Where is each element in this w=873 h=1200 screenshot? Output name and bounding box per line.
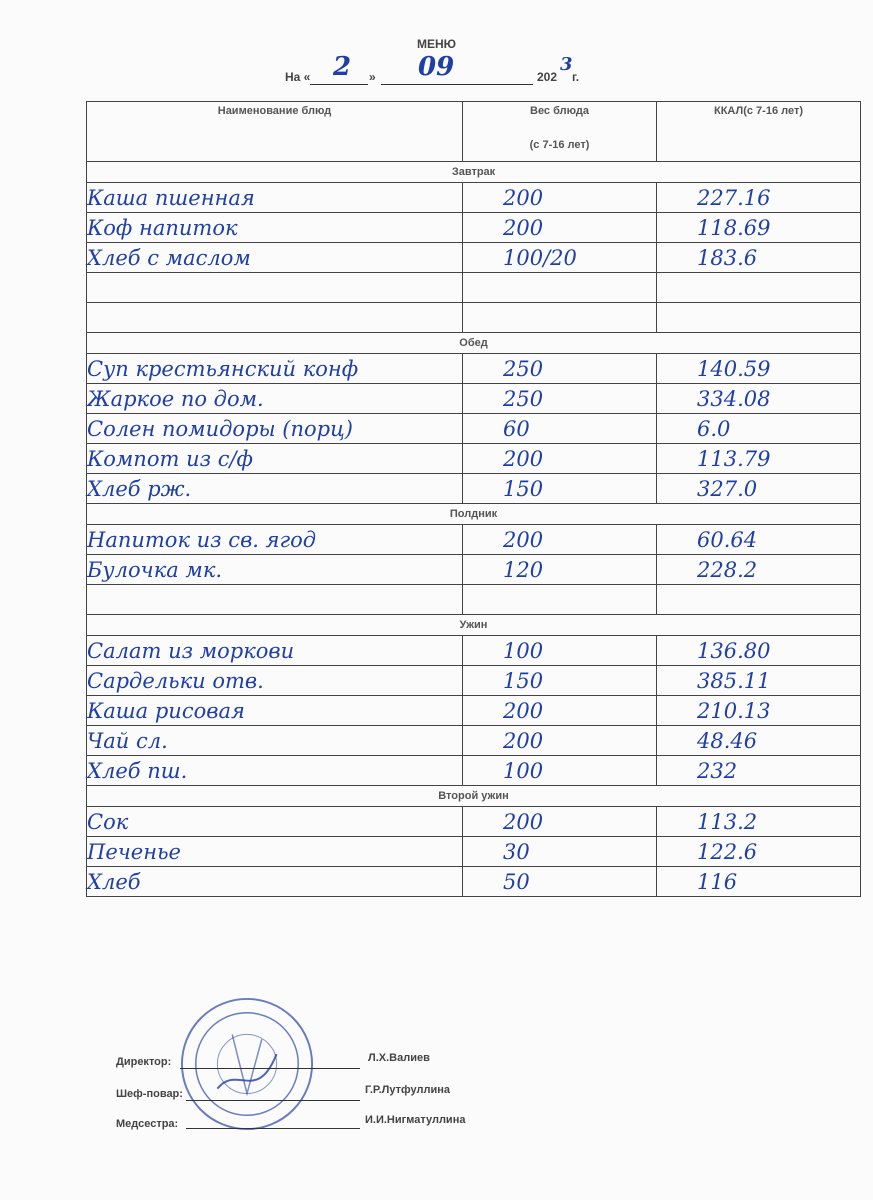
weight-cell: 150	[463, 474, 657, 504]
table-row	[87, 525, 861, 555]
dish-name-cell: Салат из моркови	[87, 636, 463, 666]
dish-name-cell: Хлеб с маслом	[87, 243, 463, 273]
weight-cell	[463, 585, 657, 615]
menu-table	[86, 101, 861, 897]
kcal-cell: 232	[657, 756, 861, 786]
director-signature-line	[180, 1068, 360, 1069]
kcal-cell: 334.08	[657, 384, 861, 414]
dish-name-cell: Жаркое по дом.	[87, 384, 463, 414]
weight-cell: 200	[463, 726, 657, 756]
date-month: 09	[418, 52, 455, 82]
dish-name-cell: Хлеб рж.	[87, 474, 463, 504]
table-row	[87, 666, 861, 696]
table-row	[87, 183, 861, 213]
director-name: Л.Х.Валиев	[368, 1052, 430, 1064]
weight-cell: 250	[463, 354, 657, 384]
weight-cell: 250	[463, 384, 657, 414]
weight-cell	[463, 273, 657, 303]
table-row	[87, 444, 861, 474]
kcal-cell: 113.2	[657, 807, 861, 837]
menu-body	[87, 162, 861, 897]
dish-name-cell: Сок	[87, 807, 463, 837]
dish-name-cell: Печенье	[87, 837, 463, 867]
kcal-cell: 60.64	[657, 525, 861, 555]
dish-name-cell: Суп крестьянский конф	[87, 354, 463, 384]
table-row	[87, 243, 861, 273]
table-row	[87, 837, 861, 867]
table-row	[87, 636, 861, 666]
kcal-cell: 183.6	[657, 243, 861, 273]
dish-name-cell	[87, 303, 463, 333]
kcal-cell: 6.0	[657, 414, 861, 444]
dish-name-cell: Хлеб пш.	[87, 756, 463, 786]
table-row	[87, 696, 861, 726]
table-row	[87, 726, 861, 756]
weight-cell: 150	[463, 666, 657, 696]
dish-name-cell: Коф напиток	[87, 213, 463, 243]
weight-cell: 60	[463, 414, 657, 444]
table-row	[87, 213, 861, 243]
table-row	[87, 867, 861, 897]
weight-cell: 200	[463, 183, 657, 213]
kcal-cell: 140.59	[657, 354, 861, 384]
table-row	[87, 474, 861, 504]
dish-name-cell: Солен помидоры (порц)	[87, 414, 463, 444]
dish-name-cell: Каша рисовая	[87, 696, 463, 726]
table-row	[87, 756, 861, 786]
chef-signature-line	[186, 1100, 360, 1101]
kcal-cell: 118.69	[657, 213, 861, 243]
kcal-cell: 48.46	[657, 726, 861, 756]
date-year-suffix: г.	[572, 70, 580, 84]
kcal-cell: 116	[657, 867, 861, 897]
table-row	[87, 555, 861, 585]
director-label: Директор:	[116, 1056, 172, 1068]
dish-name-cell: Каша пшенная	[87, 183, 463, 213]
weight-cell: 200	[463, 525, 657, 555]
dish-name-cell: Чай сл.	[87, 726, 463, 756]
weight-cell: 30	[463, 837, 657, 867]
date-day: 2	[333, 52, 352, 82]
section-row	[87, 615, 861, 636]
section-row	[87, 504, 861, 525]
kcal-cell: 327.0	[657, 474, 861, 504]
section-title: Полдник	[87, 504, 861, 525]
weight-cell: 200	[463, 807, 657, 837]
table-header-row	[87, 102, 861, 162]
dish-name-cell	[87, 585, 463, 615]
kcal-cell	[657, 585, 861, 615]
table-row	[87, 384, 861, 414]
dish-name-cell: Компот из с/ф	[87, 444, 463, 474]
table-row	[87, 303, 861, 333]
chef-name: Г.Р.Лутфуллина	[365, 1084, 450, 1096]
kcal-cell: 136.80	[657, 636, 861, 666]
date-year-written: 3	[560, 54, 573, 75]
kcal-cell: 113.79	[657, 444, 861, 474]
date-line	[285, 52, 685, 86]
section-title: Завтрак	[87, 162, 861, 183]
section-row	[87, 333, 861, 354]
kcal-cell	[657, 303, 861, 333]
dish-name-cell: Напиток из св. ягод	[87, 525, 463, 555]
chef-label: Шеф-повар:	[116, 1088, 183, 1100]
table-row	[87, 585, 861, 615]
document-title: МЕНЮ	[416, 37, 457, 51]
nurse-signature-line	[186, 1128, 360, 1129]
weight-cell: 50	[463, 867, 657, 897]
table-row	[87, 807, 861, 837]
table-row	[87, 414, 861, 444]
table-row	[87, 354, 861, 384]
date-mid: »	[369, 70, 376, 84]
kcal-cell: 122.6	[657, 837, 861, 867]
section-title: Обед	[87, 333, 861, 354]
date-year-printed: 202	[537, 70, 558, 84]
school-stamp	[178, 995, 316, 1133]
weight-cell: 120	[463, 555, 657, 585]
date-prefix: На «	[285, 70, 311, 84]
section-row	[87, 162, 861, 183]
column-header-kcal: ККАЛ(с 7-16 лет)	[657, 102, 861, 162]
section-row	[87, 786, 861, 807]
weight-cell: 200	[463, 444, 657, 474]
section-title: Второй ужин	[87, 786, 861, 807]
weight-cell: 200	[463, 213, 657, 243]
kcal-cell: 385.11	[657, 666, 861, 696]
dish-name-cell: Сардельки отв.	[87, 666, 463, 696]
dish-name-cell	[87, 273, 463, 303]
weight-cell: 200	[463, 696, 657, 726]
column-header-name: Наименование блюд	[87, 102, 463, 162]
day-underline	[310, 84, 368, 85]
weight-cell: 100/20	[463, 243, 657, 273]
kcal-cell: 228.2	[657, 555, 861, 585]
month-underline	[381, 84, 533, 85]
weight-cell	[463, 303, 657, 333]
dish-name-cell: Булочка мк.	[87, 555, 463, 585]
kcal-cell	[657, 273, 861, 303]
table-row	[87, 273, 861, 303]
kcal-cell: 210.13	[657, 696, 861, 726]
section-title: Ужин	[87, 615, 861, 636]
kcal-cell: 227.16	[657, 183, 861, 213]
nurse-label: Медсестра:	[116, 1118, 179, 1130]
weight-cell: 100	[463, 756, 657, 786]
dish-name-cell: Хлеб	[87, 867, 463, 897]
weight-cell: 100	[463, 636, 657, 666]
column-header-weight: Вес блюда (с 7-16 лет)	[463, 102, 657, 162]
nurse-name: И.И.Нигматуллина	[365, 1114, 466, 1126]
